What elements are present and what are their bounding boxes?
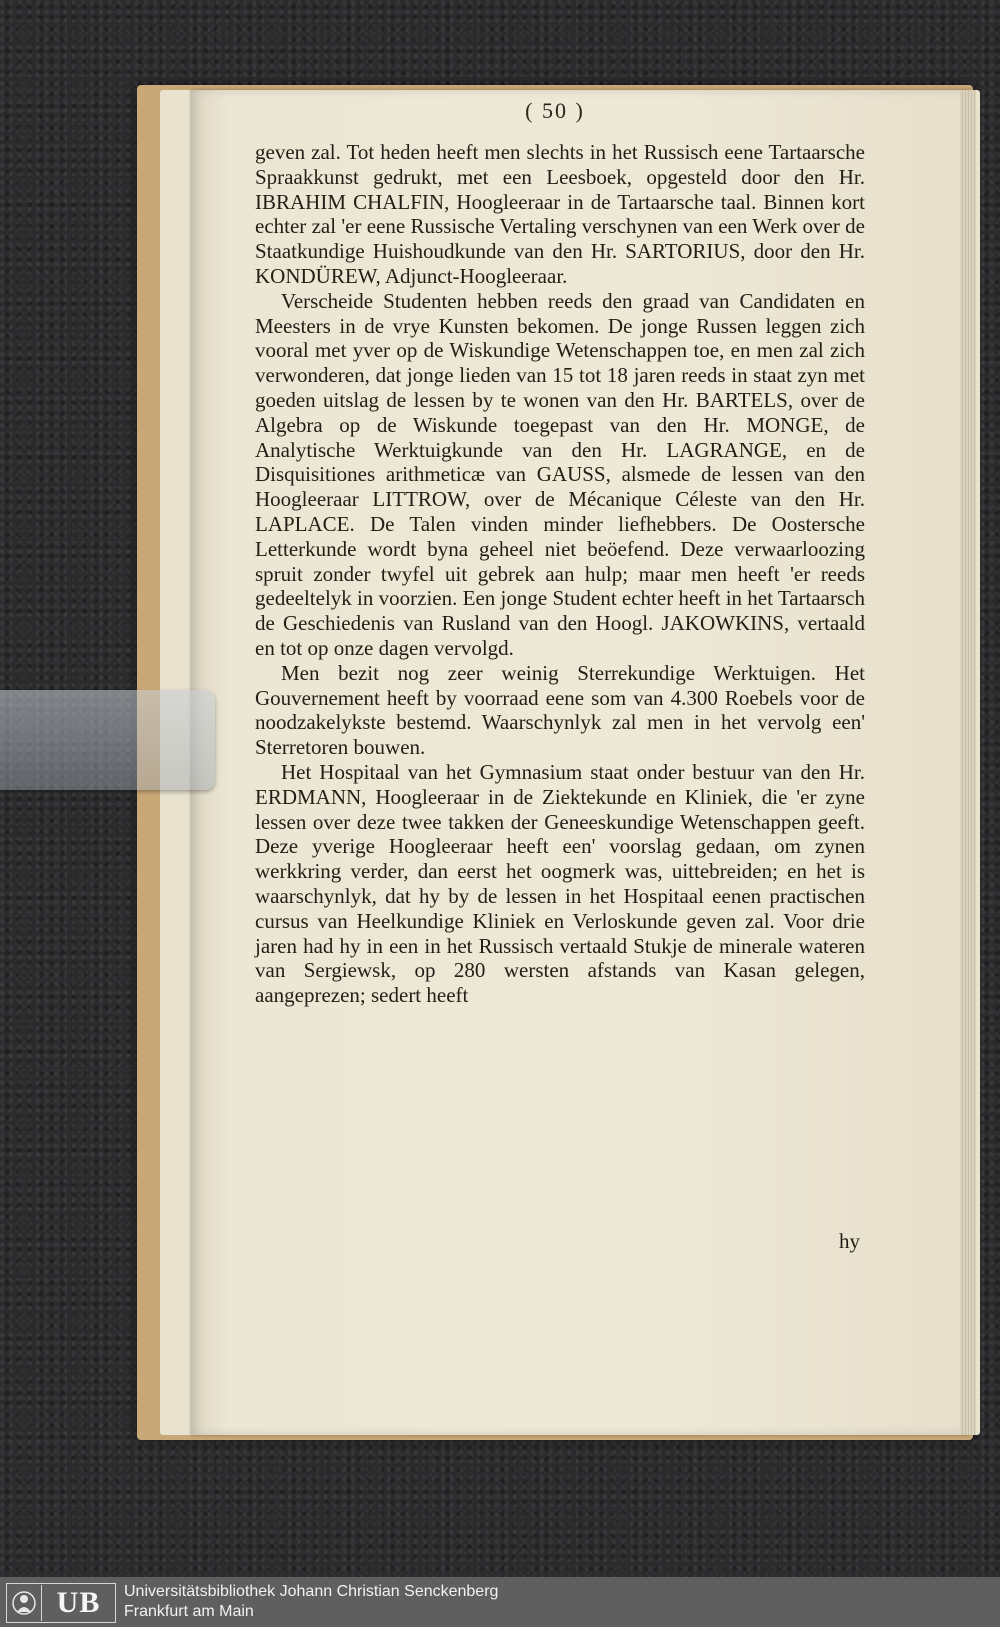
paragraph-1: geven zal. Tot heden heeft men slechts in het Russisch eene Tartaarsche Spraakkunst gedrukt, met een Leesboek, opgesteld door den Hr. IBRAHIM CHALFIN, Hoogleeraar in de Tartaarsche taal. Binnen kort echter zal 'er eene Russische Vertaling verschynen van een Werk over de Staatkundige Huishoudkunde van den Hr. SARTORIUS, door den Hr. KONDÜREW, Adjunct-Hoogleeraar. xyxy=(255,140,865,288)
footer-text xyxy=(124,1582,498,1622)
paragraph-4: Het Hospitaal van het Gymnasium staat onder bestuur van den Hr. ERDMANN, Hoogleeraar in de Ziektekunde en Kliniek, die 'er zyne lessen over deze twee takken der Geneeskundige Wetenschappen geeft. Deze yverige Hoogleeraar heeft een' voorslag gedaan, om zynen werkkring verder, dan eerst het oogmerk was, uittebreiden; en het is waarschynlyk, dat hy by de lessen in het Hospitaal eenen practischen cursus van Heelkundige Kliniek en Verloskunde geven zal. Voor drie jaren had hy in een in het Russisch vertaald Stukje de minerale wateren van Sergiewsk, op 280 wersten afstands van Kasan gelegen, aangeprezen; sedert heeft xyxy=(255,759,865,1008)
logo-text: UB xyxy=(56,1586,101,1619)
institution-city: Frankfurt am Main xyxy=(124,1603,254,1620)
catchword: hy xyxy=(839,1229,860,1253)
plastic-page-holder xyxy=(0,690,215,790)
institution-name: Universitätsbibliothek Johann Christian Senckenberg xyxy=(124,1583,499,1600)
footer-bar xyxy=(0,1577,1000,1627)
page-text xyxy=(255,140,865,1008)
paragraph-2: Verscheide Studenten hebben reeds den graad van Candidaten en Meesters in de vrye Kunsten bekomen. De jonge Russen leggen zich vooral met yver op de Wiskundige Wetenschappen toe, en men zal zich verwonderen, dat jonge lieden van 15 tot 18 jaren reeds in staat zyn met goeden uitslag de lessen by te wonen van den Hr. BARTELS, over de Algebra op de Wiskunde toegepast van den Hr. MONGE, de Analytische Werktuigkunde van den Hr. LAGRANGE, en de Disquisitiones arithmeticæ van GAUSS, alsmede de lessen van den Hoogleeraar LITTROW, over de Mécanique Céleste van den Hr. LAPLACE. De Talen vinden minder liefhebbers. De Oostersche Letterkunde wordt byna geheel niet beöefend. Deze verwaarloozing spruit zonder twyfel uit gebrek aan hulp; maar men heeft 'er reeds gedeeltelyk in voorzien. Een jonge Student echter heeft in het Tartaarsch de Geschiedenis van Rusland van den Hoogl. JAKOWKINS, vertaald en tot op onze dagen vervolgd. xyxy=(255,288,865,660)
paragraph-3: Men bezit nog zeer weinig Sterrekundige Werktuigen. Het Gouvernement heeft by voorraad eene som van 4.300 Roebels voor de noodzakelykste bestemd. Waarschynlyk zal men in het vervolg een' Sterretoren bouwen. xyxy=(255,660,865,760)
seal-icon xyxy=(7,1585,42,1621)
library-logo[interactable] xyxy=(6,1583,116,1623)
page-edge xyxy=(960,90,976,1435)
page-number: ( 50 ) xyxy=(525,98,585,123)
